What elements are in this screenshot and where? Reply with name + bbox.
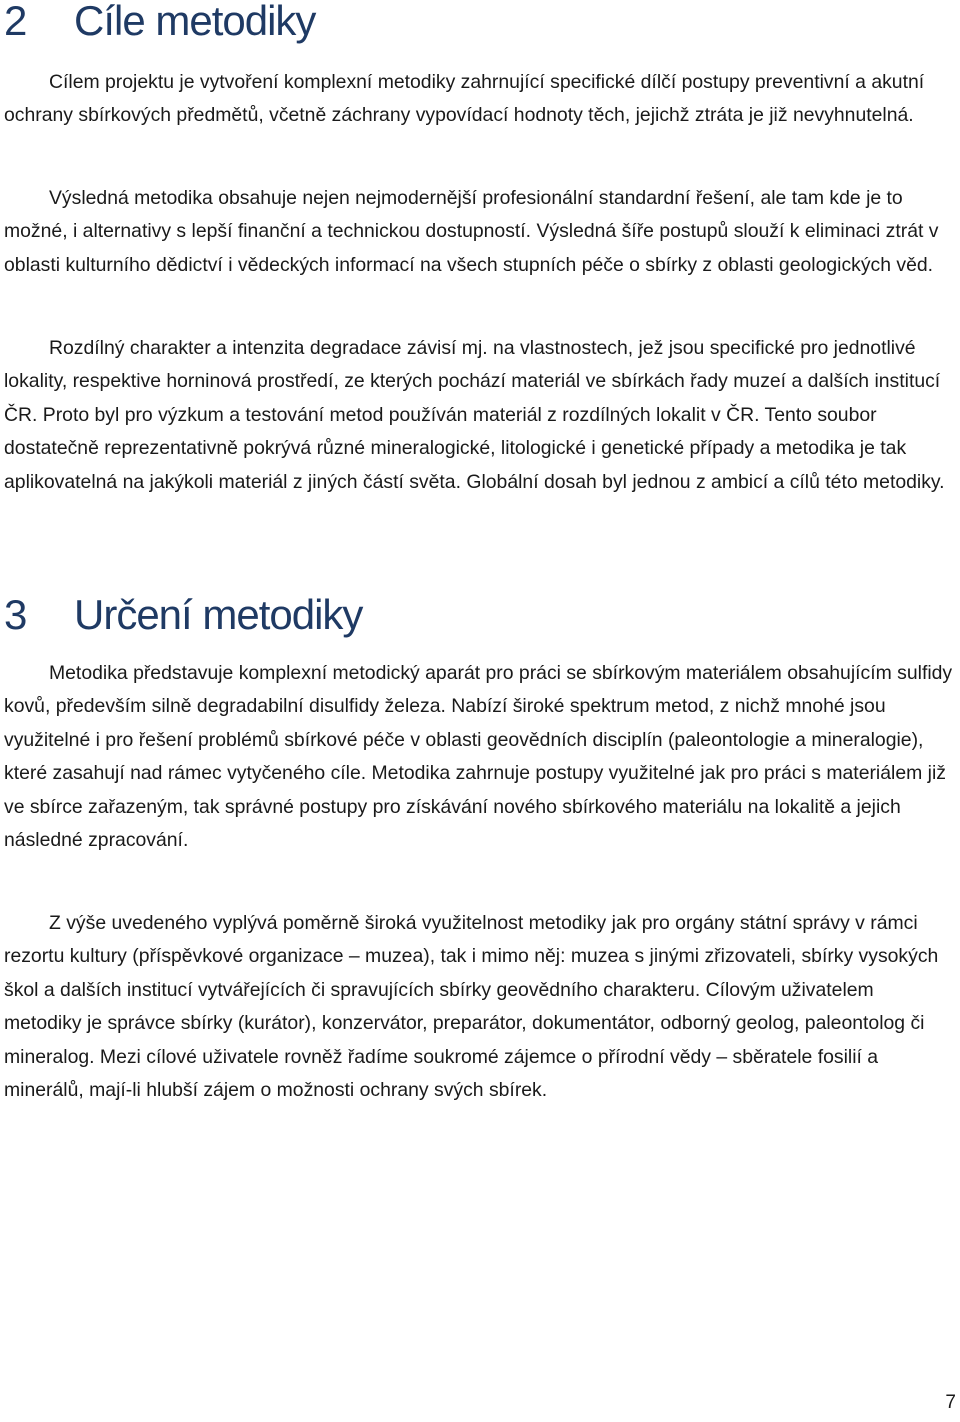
section-2-title: Cíle metodiky — [74, 0, 316, 44]
section-3-paragraph-2: Z výše uvedeného vyplývá poměrně široká využitelnost metodiky jak pro orgány státní správy v rámci rezortu kultury (příspěvkové organizace – muzea), tak i mimo něj: muzea s jinými zřizovateli, sbírky vysokých škol a dalších institucí vytvářejících či spravujících sbírky geovědního charakteru. Cílovým uživatelem metodiky je správce sbírky (kurátor), konzervátor, preparátor, dokumentátor, odborný geolog, paleontolog či mineralog. Mezi cílové uživatele rovněž řadíme soukromé zájemce o přírodní vědy – sběratele fosilií a minerálů, mají-li hlubší zájem o možnosti ochrany svých sbírek. — [4, 912, 939, 1102]
section-2-heading — [4, 0, 315, 45]
page-number: 7 — [945, 1392, 956, 1413]
section-2-paragraph-1: Cílem projektu je vytvoření komplexní metodiky zahrnující specifické dílčí postupy preventivní a akutní ochrany sbírkových předmětů, včetně záchrany vypovídací hodnoty těch, jejichž ztráta je již nevyhnutelná. — [4, 71, 925, 127]
section-3-paragraph-1: Metodika představuje komplexní metodický aparát pro práci se sbírkovým materiálem obsahujícím sulfidy kovů, především silně degradabilní disulfidy železa. Nabízí široké spektrum metod, z nichž mnohé jsou využitelné i pro řešení problémů sbírkové péče v oblasti geovědních disciplín (paleontologie a mineralogie), které zasahují nad rámec vytyčeného cíle. Metodika zahrnuje postupy využitelné jak pro práci s materiálem již ve sbírce zařazeným, tak správné postupy pro získávání nového sbírkového materiálu na lokalitě a jejich následné zpracování. — [4, 662, 953, 852]
section-2-paragraph-2: Výsledná metodika obsahuje nejen nejmodernější profesionální standardní řešení, ale tam kde je to možné, i alternativy s lepší finanční a technickou dostupností. Výsledná šíře postupů slouží k eliminaci ztrát v oblasti kulturního dědictví i vědeckých informací na všech stupních péče o sbírky z oblasti geologických věd. — [4, 187, 939, 276]
section-2-number: 2 — [4, 0, 27, 44]
section-3-title: Určení metodiky — [74, 591, 363, 638]
section-2-paragraph-3: Rozdílný charakter a intenzita degradace závisí mj. na vlastnostech, jež jsou specifické pro jednotlivé lokality, respektive horninová prostředí, ze kterých pochází materiál ve sbírkách řady muzeí a dalších institucí ČR. Proto byl pro výzkum a testování metod používán materiál z rozdílných lokalit v ČR. Tento soubor dostatečně reprezentativně pokrývá různé mineralogické, litologické i genetické případy a metodika je tak aplikovatelná na jakýkoli materiál z jiných částí světa. Globální dosah byl jednou z ambicí a cílů této metodiky. — [4, 337, 945, 493]
section-3-heading — [4, 591, 362, 639]
section-3-number: 3 — [4, 591, 27, 638]
